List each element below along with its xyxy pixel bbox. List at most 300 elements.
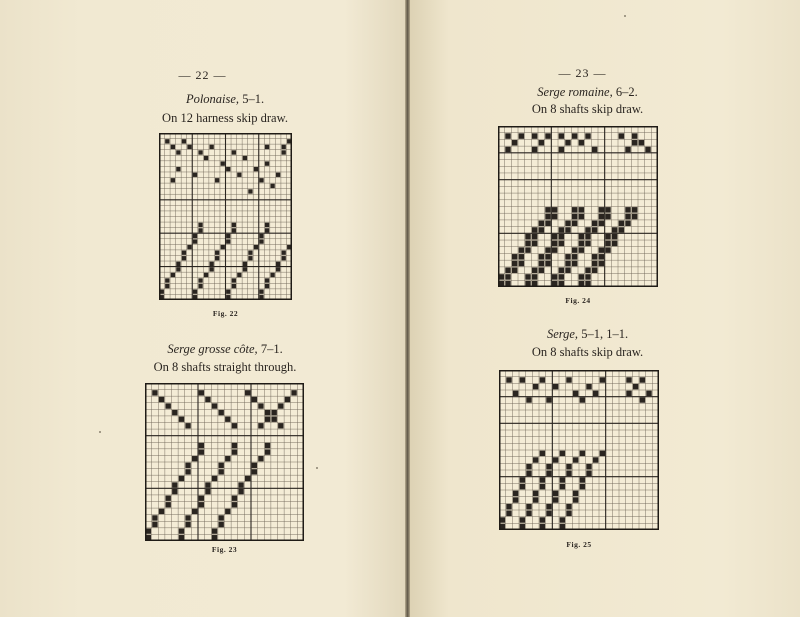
filled-cell bbox=[560, 477, 565, 482]
filled-cell bbox=[252, 397, 257, 402]
filled-cell bbox=[205, 397, 210, 402]
filled-cell bbox=[519, 133, 524, 139]
filled-cell bbox=[282, 256, 286, 260]
filled-cell bbox=[254, 245, 258, 249]
filled-cell bbox=[187, 145, 191, 149]
filled-cell bbox=[232, 284, 236, 288]
filled-cell bbox=[152, 390, 157, 395]
filled-cell bbox=[265, 161, 269, 165]
filled-cell bbox=[152, 515, 157, 520]
filled-cell bbox=[192, 456, 197, 461]
filled-cell bbox=[552, 247, 557, 253]
filled-cell bbox=[172, 489, 177, 494]
filled-cell bbox=[209, 145, 213, 149]
filled-cell bbox=[193, 173, 197, 177]
filled-cell bbox=[520, 517, 525, 522]
filled-cell bbox=[539, 221, 544, 227]
filled-cell bbox=[218, 410, 223, 415]
filled-cell bbox=[199, 449, 204, 454]
figure-subtitle: On 8 shafts straight through. bbox=[153, 360, 297, 374]
filled-cell bbox=[182, 139, 186, 143]
weave-draft-fig-24 bbox=[498, 126, 658, 287]
filled-cell bbox=[165, 496, 170, 501]
filled-cell bbox=[585, 234, 590, 240]
filled-cell bbox=[513, 497, 518, 502]
filled-cell bbox=[592, 267, 597, 273]
right-page bbox=[410, 0, 800, 617]
filled-cell bbox=[159, 509, 164, 514]
filled-cell bbox=[640, 377, 645, 382]
filled-cell bbox=[553, 457, 558, 462]
filled-cell bbox=[559, 267, 564, 273]
filled-cell bbox=[221, 161, 225, 165]
figure-title-ratio: 7–1. bbox=[257, 342, 283, 356]
filled-cell bbox=[646, 391, 651, 396]
filled-cell bbox=[546, 397, 551, 402]
filled-cell bbox=[165, 403, 170, 408]
filled-cell bbox=[633, 384, 638, 389]
filled-cell bbox=[572, 133, 577, 139]
filled-cell bbox=[198, 278, 202, 282]
filled-cell bbox=[259, 178, 263, 182]
filled-cell bbox=[204, 273, 208, 277]
filled-cell bbox=[278, 423, 283, 428]
figure-title-name: Serge grosse côte, bbox=[167, 342, 258, 356]
figure-title-name: Polonaise, bbox=[185, 92, 240, 106]
filled-cell bbox=[599, 214, 604, 220]
filled-cell bbox=[259, 234, 263, 238]
filled-cell bbox=[513, 391, 518, 396]
filled-cell bbox=[566, 511, 571, 516]
filled-cell bbox=[198, 284, 202, 288]
filled-cell bbox=[619, 221, 624, 227]
filled-cell bbox=[243, 156, 247, 160]
filled-cell bbox=[179, 476, 184, 481]
filled-cell bbox=[539, 140, 544, 146]
filled-cell bbox=[165, 278, 169, 282]
filled-cell bbox=[585, 274, 590, 280]
filled-cell bbox=[198, 223, 202, 227]
filled-cell bbox=[540, 377, 545, 382]
filled-cell bbox=[526, 511, 531, 516]
figure-title-name: Serge, bbox=[546, 327, 579, 341]
filled-cell bbox=[265, 228, 269, 232]
paper-speck bbox=[316, 467, 318, 469]
filled-cell bbox=[592, 221, 597, 227]
filled-cell bbox=[270, 184, 274, 188]
filled-cell bbox=[165, 139, 169, 143]
filled-cell bbox=[265, 410, 270, 415]
figure-subtitle: On 12 harness skip draw. bbox=[162, 111, 288, 125]
filled-cell bbox=[625, 147, 630, 153]
filled-cell bbox=[238, 489, 243, 494]
filled-cell bbox=[232, 223, 236, 227]
filled-cell bbox=[172, 482, 177, 487]
filled-cell bbox=[270, 273, 274, 277]
filled-cell bbox=[212, 403, 217, 408]
filled-cell bbox=[215, 251, 219, 255]
filled-cell bbox=[593, 457, 598, 462]
filled-cell bbox=[572, 261, 577, 267]
filled-cell bbox=[552, 207, 557, 213]
filled-cell bbox=[176, 167, 180, 171]
filled-cell bbox=[271, 410, 276, 415]
filled-cell bbox=[520, 484, 525, 489]
filled-cell bbox=[185, 469, 190, 474]
filled-cell bbox=[204, 156, 208, 160]
filled-cell bbox=[218, 463, 223, 468]
filled-cell bbox=[259, 239, 263, 243]
filled-cell bbox=[505, 267, 510, 273]
filled-cell bbox=[505, 147, 510, 153]
filled-cell bbox=[243, 262, 247, 266]
filled-cell bbox=[215, 178, 219, 182]
filled-cell bbox=[545, 247, 550, 253]
filled-cell bbox=[193, 234, 197, 238]
filled-cell bbox=[226, 234, 230, 238]
filled-cell bbox=[605, 247, 610, 253]
filled-cell bbox=[552, 214, 557, 220]
filled-cell bbox=[193, 289, 197, 293]
filled-cell bbox=[559, 147, 564, 153]
weave-draft-fig-25 bbox=[499, 370, 659, 530]
filled-cell bbox=[599, 247, 604, 253]
filled-cell bbox=[506, 504, 511, 509]
filled-cell bbox=[248, 256, 252, 260]
filled-cell bbox=[632, 140, 637, 146]
filled-cell bbox=[566, 471, 571, 476]
filled-cell bbox=[176, 262, 180, 266]
filled-cell bbox=[512, 261, 517, 267]
filled-cell bbox=[632, 133, 637, 139]
filled-cell bbox=[612, 234, 617, 240]
filled-cell bbox=[539, 227, 544, 233]
filled-cell bbox=[579, 207, 584, 213]
filled-cell bbox=[560, 484, 565, 489]
filled-cell bbox=[218, 515, 223, 520]
filled-cell bbox=[585, 267, 590, 273]
filled-cell bbox=[600, 377, 605, 382]
filled-cell bbox=[282, 145, 286, 149]
filled-cell bbox=[526, 504, 531, 509]
page-number: — 23 — bbox=[558, 66, 607, 80]
figure-title-ratio: 5–1. bbox=[239, 92, 265, 106]
filled-cell bbox=[232, 228, 236, 232]
filled-cell bbox=[232, 423, 237, 428]
filled-cell bbox=[520, 477, 525, 482]
filled-cell bbox=[278, 403, 283, 408]
filled-cell bbox=[285, 397, 290, 402]
filled-cell bbox=[519, 254, 524, 260]
filled-cell bbox=[566, 504, 571, 509]
filled-cell bbox=[291, 390, 296, 395]
filled-cell bbox=[560, 451, 565, 456]
filled-cell bbox=[185, 463, 190, 468]
filled-cell bbox=[205, 482, 210, 487]
filled-cell bbox=[276, 173, 280, 177]
filled-cell bbox=[512, 140, 517, 146]
filled-cell bbox=[599, 254, 604, 260]
filled-cell bbox=[532, 133, 537, 139]
filled-cell bbox=[540, 484, 545, 489]
filled-cell bbox=[539, 261, 544, 267]
filled-cell bbox=[579, 234, 584, 240]
filled-cell bbox=[599, 207, 604, 213]
filled-cell bbox=[592, 261, 597, 267]
filled-cell bbox=[586, 464, 591, 469]
filled-cell bbox=[226, 167, 230, 171]
filled-cell bbox=[625, 207, 630, 213]
filled-cell bbox=[221, 245, 225, 249]
figure-title bbox=[0, 342, 450, 357]
filled-cell bbox=[645, 147, 650, 153]
filled-cell bbox=[573, 491, 578, 496]
filled-cell bbox=[282, 150, 286, 154]
filled-cell bbox=[619, 133, 624, 139]
filled-cell bbox=[586, 471, 591, 476]
filled-cell bbox=[218, 469, 223, 474]
filled-cell bbox=[506, 377, 511, 382]
filled-cell bbox=[176, 267, 180, 271]
filled-cell bbox=[532, 227, 537, 233]
filled-cell bbox=[525, 241, 530, 247]
filled-cell bbox=[172, 410, 177, 415]
filled-cell bbox=[586, 384, 591, 389]
figure-caption: Fig. 22 bbox=[212, 309, 239, 318]
filled-cell bbox=[505, 274, 510, 280]
filled-cell bbox=[552, 234, 557, 240]
filled-cell bbox=[565, 267, 570, 273]
filled-cell bbox=[592, 147, 597, 153]
filled-cell bbox=[605, 214, 610, 220]
filled-cell bbox=[592, 227, 597, 233]
filled-cell bbox=[565, 254, 570, 260]
filled-cell bbox=[632, 207, 637, 213]
filled-cell bbox=[559, 274, 564, 280]
filled-cell bbox=[232, 449, 237, 454]
filled-cell bbox=[512, 254, 517, 260]
filled-cell bbox=[625, 221, 630, 227]
filled-cell bbox=[533, 384, 538, 389]
filled-cell bbox=[553, 384, 558, 389]
filled-cell bbox=[271, 417, 276, 422]
filled-cell bbox=[245, 476, 250, 481]
filled-cell bbox=[605, 241, 610, 247]
filled-cell bbox=[573, 497, 578, 502]
filled-cell bbox=[237, 273, 241, 277]
filled-cell bbox=[505, 133, 510, 139]
filled-cell bbox=[252, 463, 257, 468]
filled-cell bbox=[566, 377, 571, 382]
filled-cell bbox=[532, 234, 537, 240]
filled-cell bbox=[539, 267, 544, 273]
filled-cell bbox=[532, 267, 537, 273]
filled-cell bbox=[566, 464, 571, 469]
filled-cell bbox=[585, 227, 590, 233]
filled-cell bbox=[605, 207, 610, 213]
filled-cell bbox=[546, 504, 551, 509]
filled-cell bbox=[254, 167, 258, 171]
filled-cell bbox=[232, 278, 236, 282]
filled-cell bbox=[579, 247, 584, 253]
filled-cell bbox=[580, 397, 585, 402]
filled-cell bbox=[526, 471, 531, 476]
filled-cell bbox=[238, 482, 243, 487]
weave-draft-fig-23 bbox=[145, 383, 304, 541]
filled-cell bbox=[580, 451, 585, 456]
filled-cell bbox=[526, 397, 531, 402]
filled-cell bbox=[632, 214, 637, 220]
figure-title-ratio: 6–2. bbox=[612, 85, 638, 99]
filled-cell bbox=[520, 377, 525, 382]
filled-cell bbox=[209, 262, 213, 266]
filled-cell bbox=[171, 178, 175, 182]
filled-cell bbox=[179, 417, 184, 422]
filled-cell bbox=[553, 491, 558, 496]
filled-cell bbox=[218, 522, 223, 527]
figure-title-ratio: 5–1, 1–1. bbox=[578, 327, 629, 341]
filled-cell bbox=[232, 150, 236, 154]
filled-cell bbox=[252, 469, 257, 474]
figure-caption: Fig. 24 bbox=[565, 296, 591, 305]
filled-cell bbox=[199, 443, 204, 448]
filled-cell bbox=[580, 477, 585, 482]
filled-cell bbox=[506, 511, 511, 516]
filled-cell bbox=[565, 140, 570, 146]
filled-cell bbox=[165, 284, 169, 288]
filled-cell bbox=[572, 254, 577, 260]
filled-cell bbox=[546, 511, 551, 516]
filled-cell bbox=[519, 247, 524, 253]
filled-cell bbox=[572, 221, 577, 227]
filled-cell bbox=[532, 241, 537, 247]
filled-cell bbox=[526, 464, 531, 469]
filled-cell bbox=[540, 477, 545, 482]
filled-cell bbox=[546, 471, 551, 476]
filled-cell bbox=[179, 528, 184, 533]
paper-speck bbox=[624, 15, 626, 17]
figure-caption: Fig. 23 bbox=[211, 545, 238, 554]
filled-cell bbox=[639, 140, 644, 146]
filled-cell bbox=[187, 245, 191, 249]
filled-cell bbox=[265, 278, 269, 282]
filled-cell bbox=[600, 451, 605, 456]
figure-title bbox=[410, 85, 765, 100]
filled-cell bbox=[592, 254, 597, 260]
filled-cell bbox=[165, 502, 170, 507]
filled-cell bbox=[199, 390, 204, 395]
filled-cell bbox=[565, 227, 570, 233]
filled-cell bbox=[579, 140, 584, 146]
filled-cell bbox=[205, 489, 210, 494]
weave-draft-fig-22 bbox=[159, 133, 292, 300]
filled-cell bbox=[573, 457, 578, 462]
filled-cell bbox=[182, 256, 186, 260]
filled-cell bbox=[625, 214, 630, 220]
filled-cell bbox=[225, 417, 230, 422]
filled-cell bbox=[185, 515, 190, 520]
filled-cell bbox=[579, 274, 584, 280]
filled-cell bbox=[585, 241, 590, 247]
filled-cell bbox=[245, 390, 250, 395]
filled-cell bbox=[232, 496, 237, 501]
filled-cell bbox=[226, 239, 230, 243]
filled-cell bbox=[640, 397, 645, 402]
filled-cell bbox=[553, 497, 558, 502]
filled-cell bbox=[545, 133, 550, 139]
filled-cell bbox=[545, 254, 550, 260]
filled-cell bbox=[559, 234, 564, 240]
filled-cell bbox=[265, 443, 270, 448]
filled-cell bbox=[171, 145, 175, 149]
filled-cell bbox=[580, 484, 585, 489]
filled-cell bbox=[560, 517, 565, 522]
filled-cell bbox=[525, 274, 530, 280]
filled-cell bbox=[545, 261, 550, 267]
filled-cell bbox=[171, 273, 175, 277]
filled-cell bbox=[237, 173, 241, 177]
figure-title bbox=[410, 327, 765, 342]
filled-cell bbox=[225, 509, 230, 514]
filled-cell bbox=[533, 457, 538, 462]
filled-cell bbox=[519, 261, 524, 267]
filled-cell bbox=[258, 403, 263, 408]
filled-cell bbox=[209, 267, 213, 271]
filled-cell bbox=[525, 234, 530, 240]
filled-cell bbox=[545, 207, 550, 213]
filled-cell bbox=[265, 284, 269, 288]
filled-cell bbox=[626, 377, 631, 382]
filled-cell bbox=[185, 423, 190, 428]
filled-cell bbox=[599, 261, 604, 267]
filled-cell bbox=[232, 443, 237, 448]
filled-cell bbox=[539, 254, 544, 260]
filled-cell bbox=[585, 133, 590, 139]
figure-subtitle: On 8 shafts skip draw. bbox=[531, 345, 644, 359]
filled-cell bbox=[265, 449, 270, 454]
filled-cell bbox=[265, 417, 270, 422]
filled-cell bbox=[552, 274, 557, 280]
filled-cell bbox=[265, 223, 269, 227]
filled-cell bbox=[258, 456, 263, 461]
filled-cell bbox=[159, 397, 164, 402]
filled-cell bbox=[565, 261, 570, 267]
figure-subtitle: On 8 shafts skip draw. bbox=[531, 102, 644, 116]
filled-cell bbox=[512, 267, 517, 273]
filled-cell bbox=[265, 145, 269, 149]
filled-cell bbox=[533, 497, 538, 502]
filled-cell bbox=[559, 241, 564, 247]
filled-cell bbox=[612, 241, 617, 247]
filled-cell bbox=[579, 241, 584, 247]
filled-cell bbox=[593, 391, 598, 396]
filled-cell bbox=[572, 214, 577, 220]
filled-cell bbox=[199, 496, 204, 501]
page-number: — 22 — bbox=[178, 68, 227, 82]
filled-cell bbox=[573, 391, 578, 396]
filled-cell bbox=[212, 528, 217, 533]
filled-cell bbox=[226, 289, 230, 293]
filled-cell bbox=[276, 262, 280, 266]
filled-cell bbox=[176, 150, 180, 154]
filled-cell bbox=[198, 150, 202, 154]
filled-cell bbox=[192, 509, 197, 514]
filled-cell bbox=[540, 517, 545, 522]
filled-cell bbox=[259, 289, 263, 293]
filled-cell bbox=[626, 391, 631, 396]
filled-cell bbox=[533, 491, 538, 496]
figure-title bbox=[0, 92, 450, 107]
